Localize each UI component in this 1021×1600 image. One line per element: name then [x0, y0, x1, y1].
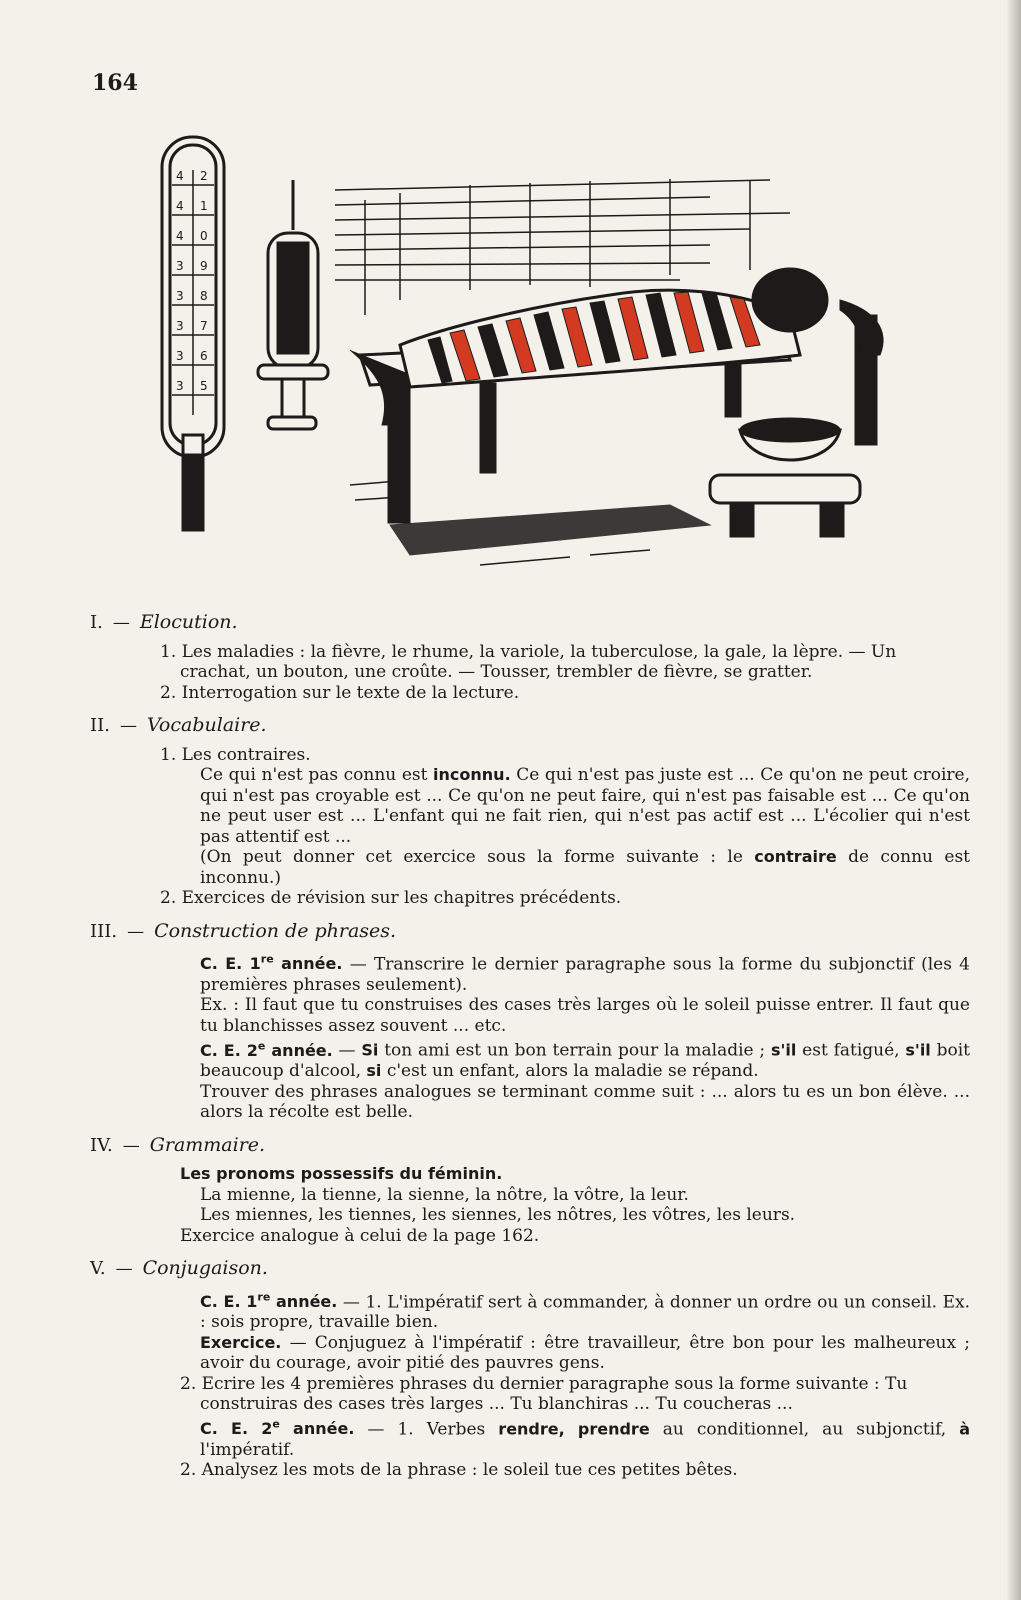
- paragraph: C. E. 2e année. — 1. Verbes rendre, prendre au conditionnel, au subjonctif, à l'impératif.: [200, 1417, 971, 1460]
- emphasis: contraire: [754, 847, 837, 866]
- section-heading-construction: [90, 921, 970, 943]
- thermometer-tick-label: 5: [200, 379, 208, 393]
- thermometer-tick-label: 3: [176, 259, 184, 273]
- thermometer-tick-label: 4: [176, 169, 184, 183]
- level-label: C. E. 2e année.: [200, 1417, 355, 1439]
- list-item: 2. Analysez les mots de la phrase : le soleil tue ces petites bêtes.: [180, 1460, 738, 1481]
- section-dash: —: [115, 1259, 133, 1280]
- paragraph: [90, 995, 970, 1036]
- list-item: 2. Ecrire les 4 premières phrases du dernier paragraphe sous la forme suivante : Tu construiras des cases très larges ... Tu blanchiras ... Tu coucheras ...: [180, 1373, 908, 1415]
- section-number: I.: [90, 612, 103, 633]
- paragraph: [90, 1333, 970, 1374]
- list-item: 2. Exercices de révision sur les chapitres précédents.: [160, 888, 622, 908]
- thermometer-tick-label: 3: [176, 379, 184, 393]
- section-title: Elocution.: [139, 611, 238, 633]
- level-label: C. E. 2e année.: [200, 1039, 333, 1060]
- section-number: IV.: [90, 1134, 113, 1156]
- list-item: [90, 642, 970, 683]
- thermometer-tick-label: 3: [176, 289, 184, 303]
- paragraph: [90, 1288, 970, 1333]
- thermometer-tick-label: 7: [200, 319, 208, 333]
- thermometer-icon: [162, 137, 224, 530]
- list-item: 1. Les contraires.: [160, 744, 311, 765]
- emphasis: inconnu.: [433, 765, 511, 784]
- thermometer-tick-label: 8: [200, 289, 208, 303]
- text-line: Les miennes, les tiennes, les siennes, les nôtres, les vôtres, les leurs.: [200, 1205, 796, 1226]
- text-line: Exercice analogue à celui de la page 162.: [180, 1225, 540, 1246]
- section-dash: —: [122, 1135, 140, 1156]
- item-text: Interrogation sur le texte de la lecture.: [181, 682, 520, 703]
- paragraph: [90, 1082, 970, 1123]
- text-run: (On peut donner cet exercice sous la forme suivante : le: [200, 847, 743, 867]
- list-item: [90, 683, 970, 704]
- section-heading-vocabulaire: [90, 715, 970, 737]
- paragraph: C. E. 2e année. — Si ton ami est un bon terrain pour la maladie ; s'il est fatigué, s'il boit beaucoup d'alcool, si c'est un enfant, alors la maladie se répand.: [200, 1039, 970, 1082]
- section-heading-elocution: [90, 612, 970, 634]
- illustration: [150, 125, 890, 570]
- subheading: Les pronoms possessifs du féminin.: [180, 1164, 503, 1184]
- level-label: C. E. 1re année.: [200, 1290, 338, 1311]
- text-run: — 1. L'impératif sert à commander, à donner un ordre ou un conseil. Ex. : sois propre, travaille bien.: [200, 1291, 970, 1333]
- thermometer-tick-label: 3: [176, 349, 184, 363]
- thermometer-tick-label: 2: [200, 169, 208, 183]
- text-run: Trouver des phrases analogues se terminant comme suit : ... alors tu es un bon élève. ... alors la récolte est belle.: [200, 1081, 970, 1123]
- exercise-label: Exercice.: [200, 1332, 282, 1352]
- section-heading-grammaire: [90, 1135, 970, 1157]
- text-run: Ex. : Il faut que tu construises des cases très larges où le soleil puisse entrer. Il faut que tu blanchisses assez souvent ... etc.: [200, 995, 970, 1036]
- thermometer-tick-label: 4: [176, 229, 184, 243]
- item-number: 1.: [160, 641, 177, 662]
- thermometer-tick-label: 0: [200, 229, 208, 243]
- section-dash: —: [119, 716, 137, 736]
- page-edge-shadow: [1007, 0, 1021, 1600]
- paragraph: [90, 765, 970, 847]
- section-dash: —: [112, 613, 130, 633]
- syringe-icon: [258, 180, 328, 429]
- section-dash: —: [127, 921, 145, 942]
- text-run: — Transcrire le dernier paragraphe sous la forme du subjonctif (les 4 premières phrases seulement).: [200, 954, 970, 995]
- thermometer-tick-label: 6: [200, 349, 208, 363]
- page-number: 164: [92, 70, 138, 96]
- section-title: Vocabulaire.: [146, 714, 267, 736]
- section-heading-conjugaison: [90, 1258, 970, 1280]
- section-title: Construction de phrases.: [154, 919, 397, 942]
- item-number: 2.: [160, 682, 177, 703]
- item-lead: Les maladies :: [181, 641, 306, 662]
- paragraph: [90, 1164, 970, 1185]
- thermometer-tick-label: 3: [176, 319, 184, 333]
- paragraph: [90, 950, 970, 995]
- paragraph: [90, 847, 970, 888]
- patient-on-bed-illustration: [335, 179, 883, 565]
- exercise-content: [90, 612, 970, 1481]
- text-run: Ce qui n'est pas connu est: [200, 765, 428, 785]
- section-title: Grammaire.: [149, 1133, 266, 1156]
- section-title: Conjugaison.: [142, 1257, 268, 1280]
- section-number: II.: [90, 715, 110, 736]
- level-label: C. E. 1re année.: [200, 953, 343, 974]
- section-number: III.: [90, 920, 118, 942]
- text-line: La mienne, la tienne, la sienne, la nôtre, la vôtre, la leur.: [200, 1184, 689, 1205]
- thermometer-tick-label: 9: [200, 259, 208, 273]
- text-run: de connu est inconnu.): [200, 847, 970, 888]
- item-text: la fièvre, le rhume, la variole, la tuberculose, la gale, la lèpre. — Un crachat, un bouton, une croûte. — Tousser, trembler de fièvre, se gratter.: [180, 641, 897, 682]
- thermometer-tick-label: 4: [176, 199, 184, 213]
- thermometer-tick-label: 1: [200, 199, 208, 213]
- text-run: Ce qui n'est pas juste est ... Ce qu'on ne peut croire, qui n'est pas croyable est ... Ce qu'on ne peut faire, qui n'est pas faisable est ... Ce qu'on ne peut user est ... L'enfant qui ne fait rien, qui n'est pas actif est ... L'écolier qui n'est pas attentif est ...: [200, 765, 971, 847]
- text-run: — Conjuguez à l'impératif : être travailleur, être bon pour les malheureux ; avoir du courage, avoir pitié des pauvres gens.: [200, 1332, 970, 1374]
- section-number: V.: [90, 1258, 106, 1280]
